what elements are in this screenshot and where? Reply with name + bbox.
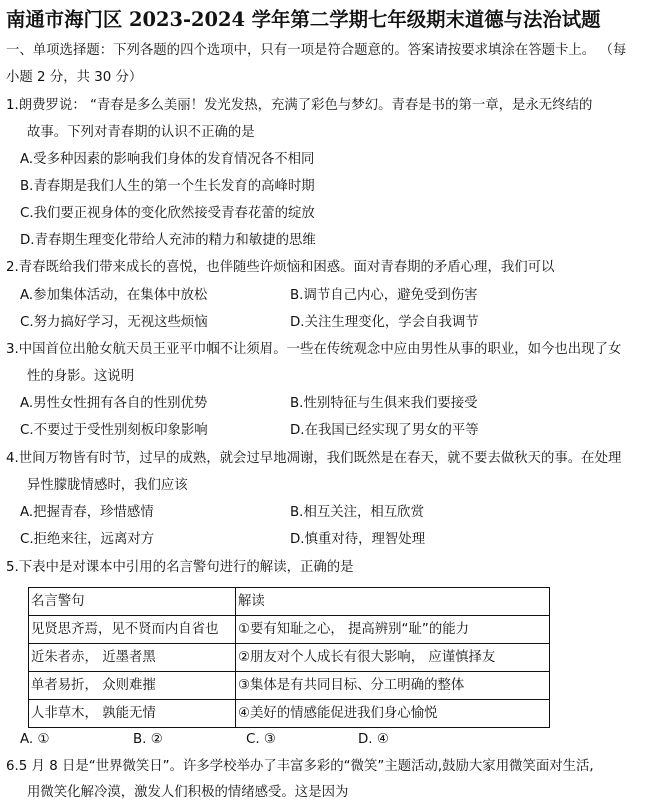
question-1-stem-cont: 故事。下列对青春期的认识不正确的是 [27,125,255,140]
table-row [29,644,550,672]
table-row [29,700,550,728]
question-1-option-d: D.青春期生理变化带给人充沛的精力和敏捷的思维 [20,233,316,248]
table-cell: ④美好的情感能促进我们身心愉悦 [236,700,550,728]
question-6-stem: 6.5 月 8 日是“世界微笑日”。许多学校举办了丰富多彩的“微笑”主题活动,鼓励大家用微笑面对生活, [6,759,594,774]
table-cell: 单者易折， 众则难摧 [29,672,236,700]
table-row [29,672,550,700]
table-header-cell: 名言警句 [29,588,236,616]
question-5-option-c: C. ③ [246,732,276,747]
question-4-option-b: B.相互关注，相互欣赏 [290,505,424,520]
question-1-option-c: C.我们要正视身体的变化欣然接受青春花蕾的绽放 [20,206,315,221]
table-cell: ②朋友对个人成长有很大影响， 应谨慎择友 [236,644,550,672]
table-cell: 见贤思齐焉，见不贤而内自省也 [29,616,236,644]
table-cell: 人非草木， 孰能无情 [29,700,236,728]
question-4-stem: 4.世间万物皆有时节，过早的成熟，就会过早地凋谢，我们既然是在春天，就不要去做秋天的事。在处理 [6,451,622,466]
question-3-stem-cont: 性的身影。这说明 [27,369,135,384]
question-3-option-b: B.性别特征与生俱来我们要接受 [290,396,478,411]
question-5-stem: 5.下表中是对课本中引用的名言警句进行的解读，正确的是 [6,560,354,575]
question-1-option-b: B.青春期是我们人生的第一个生长发育的高峰时期 [20,179,315,194]
question-3-option-a: A.男性女性拥有各自的性别优势 [20,396,208,411]
question-1-stem: 1.朗费罗说： “青春是多么美丽！发光发热，充满了彩色与梦幻。青春是书的第一章，是永无终结的 [6,98,593,113]
quotes-table [28,587,550,728]
question-2-option-b: B.调节自己内心，避免受到伤害 [290,288,478,303]
question-2-option-c: C.努力搞好学习，无视这些烦恼 [20,315,208,330]
question-4-option-d: D.慎重对待，理智处理 [290,532,426,547]
question-3-option-c: C.不要过于受性别刻板印象影响 [20,423,208,438]
table-cell: ③集体是有共同目标、分工明确的整体 [236,672,550,700]
table-header-row [29,588,550,616]
table-cell: ①要有知耻之心， 提高辨别“耻”的能力 [236,616,550,644]
question-4-option-c: C.拒绝来往，远离对方 [20,532,155,547]
question-2-stem: 2.青春既给我们带来成长的喜悦，也伴随些许烦恼和困惑。面对青春期的矛盾心理，我们可以 [6,260,555,275]
question-6-stem-cont: 用微笑化解冷漠，激发人们积极的情绪感受。这是因为 [27,785,349,800]
table-cell: 近朱者赤， 近墨者黑 [29,644,236,672]
section-heading-cont: 小题 2 分，共 30 分） [6,70,143,85]
question-4-option-a: A.把握青春，珍惜感情 [20,505,154,520]
exam-title: 南通市海门区 2023-2024 学年第二学期七年级期末道德与法治试题 [6,8,601,31]
question-2-option-a: A.参加集体活动，在集体中放松 [20,288,208,303]
question-5-option-b: B. ② [133,732,163,747]
question-1-option-a: A.受多种因素的影响我们身体的发育情况各不相同 [20,152,315,167]
question-5-option-d: D. ④ [358,732,389,747]
table-row [29,616,550,644]
question-3-option-d: D.在我国已经实现了男女的平等 [290,423,479,438]
question-5-option-a: A. ① [20,732,50,747]
question-3-stem: 3.中国首位出舱女航天员王亚平巾帼不让须眉。一些在传统观念中应由男性从事的职业，如今也出现了女 [6,342,622,357]
section-heading: 一、单项选择题：下列各题的四个选项中，只有一项是符合题意的。答案请按要求填涂在答题卡上。 （每 [6,43,627,58]
question-2-option-d: D.关注生理变化，学会自我调节 [290,315,479,330]
question-4-stem-cont: 异性朦胧情感时，我们应该 [27,478,188,493]
table-header-cell: 解读 [236,588,550,616]
